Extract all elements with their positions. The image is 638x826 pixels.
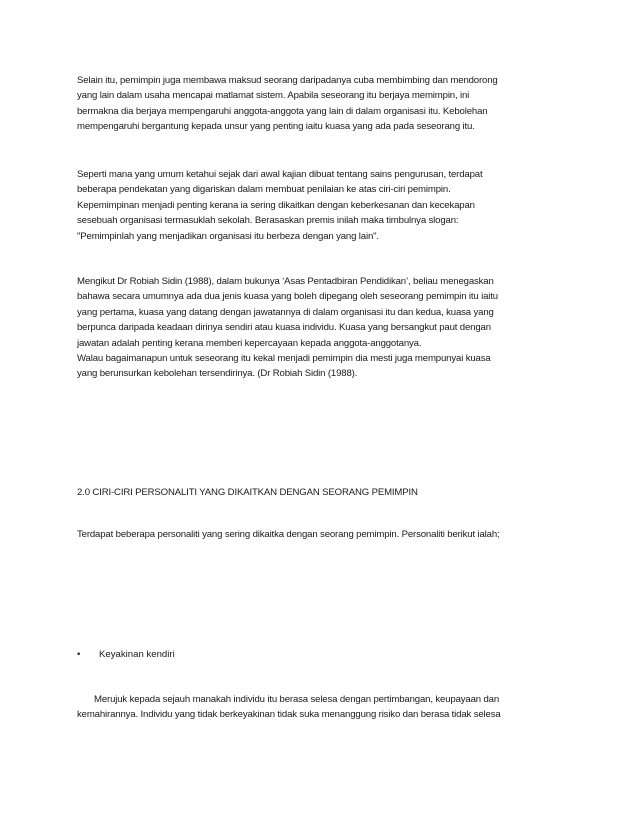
text-line: beberapa pendekatan yang digariskan dalam membuat penilaian ke atas ciri-ciri pemimpin. bbox=[77, 184, 451, 196]
paragraph-self-confidence-description bbox=[77, 692, 567, 723]
text-line: Seperti mana yang umum ketahui sejak dari awal kajian dibuat tentang sains pengurusan, terdapat bbox=[77, 169, 483, 180]
text-line: Terdapat beberapa personaliti yang sering dikaitka dengan seorang pemimpin. Personaliti berikut ialah; bbox=[77, 529, 500, 540]
text-line: sesebuah organisasi termasuklah sekolah. Berasaskan premis inilah maka timbulnya slogan: bbox=[77, 215, 459, 227]
text-line: Selain itu, pemimpin juga membawa maksud seorang daripadanya cuba membimbing dan mendorong bbox=[77, 75, 498, 86]
text-line: Merujuk kepada sejauh manakah individu itu berasa selesa dengan pertimbangan, keupayaan dan bbox=[94, 694, 500, 705]
section-heading: 2.0 CIRI-CIRI PERSONALITI YANG DIKAITKAN DENGAN SEORANG PEMIMPIN bbox=[77, 487, 418, 498]
text-line: yang lain dalam usaha mencapai matlamat sistem. Apabila seseorang itu berjaya memimpin, ini bbox=[77, 90, 470, 102]
text-line: bermakna dia berjaya mempengaruhi anggota-anggota yang lain di dalam organisasi itu. Kebolehan bbox=[77, 105, 488, 117]
text-line: kemahirannya. Individu yang tidak berkeyakinan tidak suka menanggung risiko dan berasa tidak selesa bbox=[77, 709, 501, 721]
paragraph-types-of-power bbox=[77, 274, 567, 382]
text-line: Kepemimpinan menjadi penting kerana ia sering dikaitkan dengan keberkesanan dan kecekapan bbox=[77, 199, 475, 211]
text-line: yang berunsurkan kebolehan tersendirinya. (Dr Robiah Sidin (1988). bbox=[77, 368, 358, 380]
bullet-label: Keyakinan kendiri bbox=[99, 649, 175, 660]
text-line: bahawa secara umumnya ada dua jenis kuasa yang boleh dipegang oleh seseorang pemimpin itu iaitu bbox=[77, 291, 498, 303]
paragraph-personality-intro bbox=[77, 527, 567, 542]
text-line: mempengaruhi bergantung kepada unsur yang penting iaitu kuasa yang ada pada seseorang itu. bbox=[77, 121, 475, 133]
bullet-item-self-confidence bbox=[77, 649, 175, 660]
text-line: "Pemimpinlah yang menjadikan organisasi itu berbeza dengan yang lain". bbox=[77, 230, 379, 242]
bullet-icon: • bbox=[77, 649, 81, 660]
paragraph-management-approach bbox=[77, 167, 567, 244]
text-line: jawatan adalah penting kerana memberi kepercayaan kepada anggota-anggotanya. bbox=[77, 337, 422, 349]
paragraph-leadership-definition bbox=[77, 73, 567, 135]
text-line: berpunca daripada keadaan dirinya sendiri atau kuasa individu. Kuasa yang bersangkut paut dengan bbox=[77, 322, 491, 334]
text-line: yang pertama, kuasa yang datang dengan jawatannya di dalam organisasi itu dan kedua, kuasa yang bbox=[77, 306, 494, 318]
text-line: Mengikut Dr Robiah Sidin (1988), dalam bukunya ‘Asas Pentadbiran Pendidikan’, beliau menegaskan bbox=[77, 276, 494, 287]
text-line: Walau bagaimanapun untuk seseorang itu kekal menjadi pemimpin dia mesti juga mempunyai kuasa bbox=[77, 353, 491, 365]
